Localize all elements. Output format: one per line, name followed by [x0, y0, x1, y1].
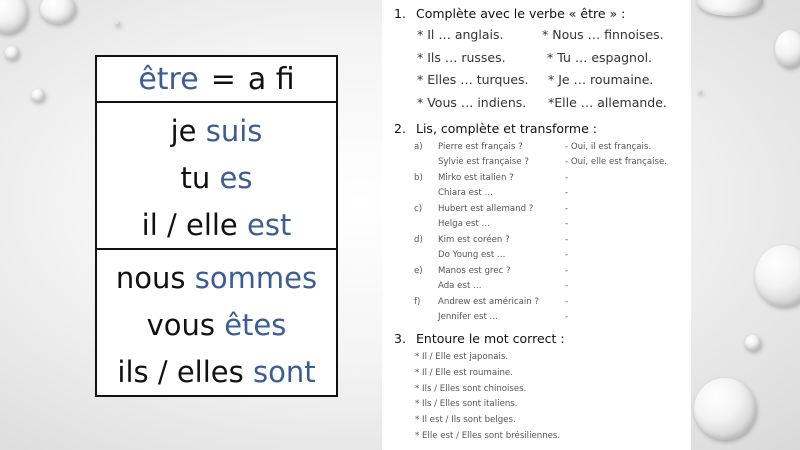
water-drop-decoration [694, 378, 756, 440]
question: Andrew est américain ? [438, 297, 540, 307]
question: Do Young est … [438, 250, 506, 260]
exercise-3-item: * Il / Elle est japonais. [415, 352, 509, 362]
question: Manos est grec ? [438, 266, 511, 276]
item-label: d) [414, 235, 423, 245]
exercise-1-heading [394, 6, 625, 21]
question: Jennifer est … [438, 312, 499, 322]
pronoun: il / elle [141, 207, 238, 242]
card-title [97, 57, 336, 103]
plural-section [97, 250, 336, 395]
question: Mirko est italien ? [438, 173, 514, 183]
exercise-1-item: * Nous … finnoises. [542, 27, 664, 42]
verb-form: êtes [224, 307, 287, 342]
question: Helga est … [438, 219, 491, 229]
exercise-number: 1. [394, 6, 406, 21]
exercise-sheet [382, 0, 691, 450]
item-label: f) [414, 297, 421, 307]
pronoun: tu [180, 160, 211, 195]
pronoun: je [170, 113, 197, 148]
equals-sign: = [210, 61, 236, 97]
answer: - [565, 235, 569, 245]
answer: - Oui, elle est française. [565, 157, 667, 167]
water-drop-decoration [40, 0, 76, 24]
water-drop-decoration [0, 0, 28, 34]
answer: - [565, 266, 569, 276]
answer: - [565, 188, 569, 198]
exercise-1-item: * Vous … indiens. [417, 95, 527, 110]
item-label: b) [414, 173, 423, 183]
answer: - [565, 204, 569, 214]
verb-translation: a fi [247, 61, 295, 97]
exercise-number: 3. [394, 331, 406, 346]
water-drop-decoration [697, 0, 763, 16]
pronoun: ils / elles [117, 354, 244, 389]
exercise-3-item: * Ils / Elles sont chinoises. [415, 384, 527, 394]
question: Chiara est … [438, 188, 494, 198]
item-label: c) [414, 204, 423, 214]
conjugation-row [97, 201, 336, 248]
exercise-3-item: * Elle est / Elles sont brésiliennes. [415, 431, 561, 441]
answer: - [565, 250, 569, 260]
exercise-1-item: * Je … roumaine. [548, 72, 654, 87]
water-drop-decoration [698, 90, 702, 94]
water-drop-decoration [5, 46, 19, 60]
water-drop-decoration [31, 89, 45, 102]
water-drop-decoration [775, 30, 800, 68]
exercise-3-item: * Il / Elle est roumaine. [415, 368, 513, 378]
exercise-1-item: * Ils … russes. [417, 50, 506, 65]
answer: - [565, 281, 569, 291]
question: Sylvie est française ? [438, 157, 529, 167]
question: Kim est coréen ? [438, 235, 510, 245]
question: Hubert est allemand ? [438, 204, 534, 214]
verb-form: sommes [194, 260, 318, 295]
exercise-2-heading [394, 121, 597, 136]
exercise-1-item: * Tu … espagnol. [547, 50, 653, 65]
water-drop-decoration [745, 335, 761, 351]
exercise-title: Lis, complète et transforme : [416, 121, 597, 136]
question: Ada est … [438, 281, 482, 291]
conjugation-row [97, 154, 336, 201]
exercise-3-item: * Ils / Elles sont italiens. [415, 399, 518, 409]
answer: - [565, 297, 569, 307]
exercise-3-item: * Il est / Ils sont belges. [415, 415, 516, 425]
verb-form: es [219, 160, 253, 195]
item-label: a) [414, 142, 423, 152]
answer: - [565, 312, 569, 322]
verb-etre: être [138, 61, 199, 97]
exercise-1-item: * Il … anglais. [417, 27, 504, 42]
answer: - [565, 173, 569, 183]
conjugation-card [95, 55, 338, 397]
water-drop-decoration [755, 245, 800, 307]
water-drop-decoration [115, 21, 120, 26]
pronoun: nous [115, 260, 186, 295]
verb-form: est [247, 207, 292, 242]
exercise-number: 2. [394, 121, 406, 136]
verb-form: sont [252, 354, 316, 389]
exercise-title: Entoure le mot correct : [416, 331, 565, 346]
conjugation-row [97, 107, 336, 154]
exercise-3-heading [394, 331, 565, 346]
singular-section [97, 103, 336, 250]
conjugation-row [97, 348, 336, 395]
question: Pierre est français ? [438, 142, 523, 152]
conjugation-row [97, 254, 336, 301]
answer: - Oui, il est français. [565, 142, 652, 152]
answer: - [565, 219, 569, 229]
exercise-1-item: * Elles … turques. [417, 72, 529, 87]
item-label: e) [414, 266, 423, 276]
pronoun: vous [146, 307, 215, 342]
conjugation-row [97, 301, 336, 348]
exercise-title: Complète avec le verbe « être » : [416, 6, 626, 21]
exercise-1-item: *Elle … allemande. [548, 95, 667, 110]
verb-form: suis [205, 113, 263, 148]
